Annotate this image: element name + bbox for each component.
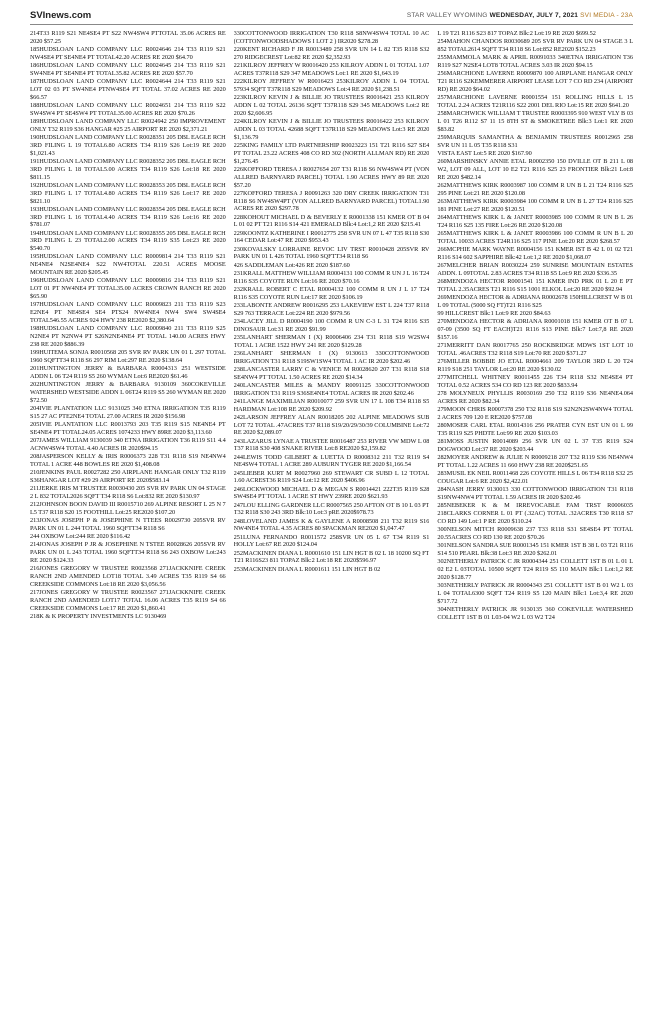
tax-listing-entry: 279MOON CHRIS R0007378 250 T32 R118 S19 S2N2N2SW4NW4 TOTAL 2 ACRES 709 120 E RE2020 $757.08 xyxy=(437,405,634,421)
tax-listing-entry: 238LANCASTER LARRY C & VENICE M R0028620 207 T31 R118 S18 SE4NW4 PT TOTAL 1.50 ACRES RE 2020 $14.34 xyxy=(233,365,430,381)
issue-date: WEDNESDAY, JULY 7, 2021 xyxy=(489,11,579,19)
tax-listing-entry: 222KILROY JEFFREY W R0016423 253KILROY ADDN L 04 TOTAL 57934 SQFT T37R118 S29 MEADOWS Lot:4 RE 2020 $1,238.51 xyxy=(233,78,430,93)
tax-listing-entry: 201HUNTINGTON JERRY & BARBARA R0004313 251 WESTSIDE ADDN L 06 T24 R119 S5 260 WYMAN Lot:6 RE2020 $61.46 xyxy=(30,365,226,380)
tax-listing-entry: 228KOHOUT MICHAEL D & BEVERLY E R0001338 151 KMER OT B 04 L 01 02 PT T21 R116 S14 421 EMERALD Blk:4 Lot:1,2 RE 2020 $215.41 xyxy=(233,213,430,229)
tax-listing-entry: 300NELSON MITCH R0009638 237 T33 R118 S31 SE4SE4 PT TOTAL 20.55ACRES CO RD 130 RE 2020 $70.26 xyxy=(437,525,634,541)
page-folio xyxy=(407,12,633,19)
tax-listing-entry: 255MAMMOLA MARK & APRIL R0091033 340ETNA IRRIGATION T36 R119 S27 N2SE4 LOT8 TOTAL ACRES 3.03 IR 2020 $94.15 xyxy=(437,54,634,69)
tax-listing-entry: 214T33 R119 S21 NE4SE4 PT S22 NW4SW4 PTTOTAL 35.06 ACRES RE 2020 $57.25 xyxy=(30,30,226,45)
tax-listing-entry: 265MATTHEWS KIRK L & JANET R0003986 100 COMM R UN B L 20 TOTAL 10033 ACRES T24R116 S25 117 PINE Lot:20 RE 2020 $268.57 xyxy=(437,229,634,245)
tax-listing-entry: 254MAHON CHANDOS R0030689 205 SVR RV PARK UN 04 STAGE 3 L 852 TOTAL2614 SQFT T34 R118 S6 Lot:852 RE2020 $152.23 xyxy=(437,38,634,53)
tax-listing-entry: 276MILLER BOBBIE JO ETAL R0004661 209 TAYLOR 3RD L 20 T24 R119 S18 251 TAYLOR Lot:20 RE 2020 $130.02 xyxy=(437,357,634,373)
tax-listing-entry: 260MARSHINSKY ANNIE ETAL R0002350 150 DVILLE OT B 211 L 08 W2, LOT 09 ALL, LOT 10 E2 T21 R116 S25 23 FRONTIER Blk:21 Lot:8 RE 2020 $482.14 xyxy=(437,158,634,181)
tax-listing-entry: 277MITCHELL WHITNEY R0011455 226 T34 R118 S32 NE4SE4 PT TOTAL 0.52 ACRES 534 CO RD 123 RE 2020 $833.94 xyxy=(437,373,634,389)
tax-listing-entry: 193HUDSLOAN LAND COMPANY LLC R0028354 205 DBL EAGLE RCH 3RD FILING L 16 TOTAL4.40 ACRES T34 R119 S26 Lot:16 RE 2020 $781.07 xyxy=(30,205,226,229)
tax-listing-entry: 197HUDSLOAN LAND COMPANY LLC R0009823 211 T33 R119 S23 E2NE4 PT NE4SE4 SE4 PTS24 NW4NE4 NW4 SW4 SW4SE4 TOTAL546.55 ACRES 924 HWY 238 RE2020 $2,380.64 xyxy=(30,301,226,325)
tax-listing-entry: 226KOFFORD TERESA J R0027654 207 T31 R118 S6 NW4SW4 PT (VON ALLRED BARNYARD PARCEL) TOTAL 1.90 ACRES HWY 89 RE 2020 $57.20 xyxy=(233,165,430,189)
tax-listing-entry: 199HUITEMA SONJA R0010568 205 SVR RV PARK UN 01 L 297 TOTAL 1960 SQFTT34 R118 S6 297 RIM Lot:297 RE 2020 $138.64 xyxy=(30,349,226,364)
tax-listing-entry: 247LOU ELLING GARDNER LLC R0007565 250 AFTON OT B 10 L 03 PT T32 R118 S30 243 3RD Blk:10 Lot:3 pRE 2020$978.73 xyxy=(233,501,430,517)
tax-listing-entry: 185HUDSLOAN LAND COMPANY LLC R0024646 214 T33 R119 S21 NW4SE4 PT SE4NE4 PT TOTAL42.20 ACRES RE 2020 $64.70 xyxy=(30,46,226,61)
tax-listing-entry: 235LANHART SHERMAN I (X) R0006406 234 T31 R118 S19 W2SW4 TOTAL 1 ACRE 1522 HWY 241 RE 2020 $129.28 xyxy=(233,333,430,349)
tax-listing-entry: 194HUDSLOAN LAND COMPANY LLC R0028355 205 DBL EAGLE RCH 3RD FILING L 23 TOTAL2.00 ACRES T34 R119 S35 Lot:23 RE 2020 $540.70 xyxy=(30,229,226,253)
tax-listing-entry: 225KING FAMILY LTD PARTNERSHIP R0023223 151 T21 R116 S27 SE4 PT TOTAL 23.22 ACRES 408 CO RD 302 (NORTH ALLMAN RD) RE 2020 $1,276.45 xyxy=(233,141,430,165)
tax-listing-entry: 216JONES GREGORY W TRUSTEE R0023568 271JACKKNIFE CREEK RANCH 2ND AMENDED LOT18 TOTAL 3.49 ACRES T35 R119 S4 66 CREEKSIDE COMMONS Lot:18 RE 2020 $3,056.56 xyxy=(30,564,226,588)
tax-listing-entry: 251LUNA FERNANDO R0011572 258SVR UN 05 L 67 T34 R119 S1 HOLLY Lot:67 RE 2020 $124.04 xyxy=(233,533,430,549)
tax-listing-entry: 227KOFFORD TERESA J R0091263 320 DRY CREEK IRRIGATION T31 R118 S6 NW4SW4PT (VON ALLRED BARNYARD PARCEL) TOTAL1.90 ACRES RE 2020 $297.78 xyxy=(233,189,430,213)
tax-listing-entry: 268MENDOZA HECTOR R0001541 151 KMER IND PRK 01 L 20 E PT TOTAL 2.35ACRES T21 R116 S15 1001 ELKOL Lot:20 RE 2020 $92.94 xyxy=(437,277,634,293)
tax-listing-entry: 205IVIE PLANTATION LLC R0013793 203 T35 R119 S15 NE4NE4 PT SE4NE4 PT TOTAL24.05 ACRES 1074233 HWY 89RE 2020 $3,113.60 xyxy=(30,420,226,436)
tax-listing-entry: 282MOYER ANDREW & JULIE N R0009218 207 T32 R119 S36 NE4NW4 PT TOTAL 1.22 ACRES 11 660 HWY 238 RE 2020$251.65 xyxy=(437,453,634,469)
tax-listing-entry: 192HUDSLOAN LAND COMPANY LLC R0028353 205 DBL EAGLE RCH 3RD FILING L 17 TOTAL4.80 ACRES T34 R119 S26 Lot:17 RE 2020 $821.10 xyxy=(30,181,226,205)
column-2 xyxy=(234,30,430,1010)
tax-listing-entry: 304NETHERLY PATRICK JR 9130135 360 COKEVILLE WATERSHED COLLETT 1ST B 01 L03-04 W2 L 03 W2 T24 xyxy=(437,605,634,621)
tax-listing-entry: L 19 T21 R116 S23 817 TOPAZ Blk:2 Lot:19 RE 2020 $699.52 xyxy=(437,30,596,37)
tax-listing-entry: 189HUDSLOAN LAND COMPANY LLC R0024942 250 IMPROVEMENT ONLY T32 R119 S36 HANGAR #25 25 AIRPORT RE 2020 $2,371.21 xyxy=(30,117,226,133)
tax-listing-entry: 190HUDSLOAN LAND COMPANY LLC R0028351 205 DBL EAGLE RCH 3RD FILING L 19 TOTAL6.80 ACRES T34 R119 S26 Lot:19 RE 2020 $1,021.43 xyxy=(30,133,226,157)
tax-listing-entry: 303NETHERLY PATRICK JR R0004343 251 COLLETT 1ST B 01 W2 L 03 L 04 TOTAL6300 SQFT T24 R119 S5 120 MAIN Blk:1 Lot:3,4 RE 2020 $717.72 xyxy=(437,581,634,605)
tax-listing-entry: VISTA EAST Lot:5 RE 2020 $167.90 xyxy=(437,149,532,157)
tax-listing-entry: 234LACEY JILL D R0004190 100 COMM R UN C-3 L 31 T24 R116 S35 DINOSAUR Lot:31 RE 2020 $91.99 xyxy=(233,317,430,333)
tax-listing-entry: 221KILROY JEFFREY W R0016420 253 KILROY ADDN L 01 TOTAL 1.07 ACRES T37R118 S29 347 MEADOWS Lot:1 RE 2020 $1,643.19 xyxy=(233,62,430,77)
tax-listing-entry: 301NELSON SANDRA SUE R0001345 151 KMER 1ST B 38 L 03 T21 R116 S14 510 PEARL Blk:38 Lot:3 RE 2020 $262.01 xyxy=(437,541,634,557)
tax-listing-entry: 280MOSER CARL ETAL R0014316 256 PRATER CYN EST UN 01 L 99 T35 R119 S25 PHDTE Lot:99 RE 2020 $103.03 xyxy=(437,421,634,437)
tax-listing-entry: 259MARQUIS SAMANTHA & BENJAMIN TRUSTEES R0012965 258 SVR UN 11 L 05 T35 R118 S31 xyxy=(437,133,634,149)
tax-listing-entry: 243LAZARUS LYNAE A TRUSTEE R0016487 253 RIVER VW MDW L 08 T37 R118 S30 408 SNAKE RIVER Lot:8 RE2020 $2,159.82 xyxy=(233,437,430,453)
tax-listing-entry: 269MENDOZA HECTOR & ADRIANA R0002678 150HILLCREST W B 01 L 09 TOTAL (5000 SQ FT)T21 R116 S25 xyxy=(437,293,634,309)
tax-listing-entry: 195HUDSLOAN LAND COMPANY LLC R0009814 214 T33 R119 S21 NE4NE4 N2SE4NE4 S22 NW4TOTAL 220.51 ACRES MOOSE MOUNTAIN RE 2020 $205.45 xyxy=(30,253,226,277)
legal-notice-columns xyxy=(30,30,633,1010)
tax-listing-entry: 198HUDSLOAN LAND COMPANY LLC R0009840 211 T33 R119 S25 N2NE4 PT N2NW4 PT S26N2NE4NE4 PT TOTAL 140.00 ACRES HWY 238 RE 2020 $886.39 xyxy=(30,325,226,348)
tax-listing-entry: 210JENKINS PAUL R0027282 250 AIRPLANE HANGAR ONLY T32 R119 S36HANGAR LOT #29 29 AIRPORT RE 2020$583.14 xyxy=(30,468,226,484)
tax-listing-entry: 229KOONTZ KATHERINE I R0012775 258 SVR UN 07 L 47 T35 R118 S30 164 CEDAR Lot:47 RE 2020 $953.43 xyxy=(233,229,430,245)
tax-listing-entry: 244LEWIS TODD GILBERT & LUETTA D R0008312 211 T32 R119 S4 NE4SW4 TOTAL 1 ACRE 289 AUBURN TYGER RE 2020 $1,166.54 xyxy=(233,453,430,469)
tax-listing-entry: 196HUDSLOAN LAND COMPANY LLC R0009816 214 T33 R119 S21 LOT 01 PT NW4NE4 PT TOTAL35.00 ACRES CROWN RANCH RE 2020 $65.90 xyxy=(30,277,226,301)
tax-listing-entry: 271MERRITT DAN R0017765 250 ROCKBRIDGE MDWS 1ST LOT 10 TOTAL .46ACRES T32 R118 S19 Lot:70 RE 2020 $371.27 xyxy=(437,341,634,357)
tax-listing-entry: 224KILROY KEVIN J & BILLIE JO TRUSTEES R0016422 253 KILROY ADDN L 03 TOTAL 42688 SQFT T37R118 S29 MEADOWS Lot:3 RE 2020 $1,136.79 xyxy=(233,117,430,141)
tax-listing-entry: 244 OXBOW Lot:244 RE 2020 $116.42 xyxy=(30,532,131,540)
column-1 xyxy=(30,30,226,1010)
column-3 xyxy=(437,30,633,1010)
tax-listing-entry: 283MUSIL EK NEIL R0011468 226 COYOTE HILLS L 06 T34 R118 S32 25 COUGAR Lot:6 RE 2020 $2,422.01 xyxy=(437,469,634,485)
tax-listing-entry: 217JONES GREGORY W TRUSTEE R0023567 271JACKKNIFE CREEK RANCH 2ND AMENDED LOT17 TOTAL 16.06 ACRES T35 R119 S4 66 CREEKSIDE COMMONS Lot:17 RE 2020 $1,860.41 xyxy=(30,588,226,612)
tax-listing-entry: 252MACKINEN DIANA L R0001610 151 LIN HGT B 02 L 18 10200 SQ FT T21 R116S23 811 TOPAZ Blk:2 Lot:18 RE 2020$596.97 xyxy=(233,549,430,565)
tax-listing-entry: 253MACKINEN DIANA L R0001611 151 LIN HGT B 02 xyxy=(233,565,381,573)
tax-listing-entry: 208JASPERSON KELLY & IRIS R0006373 228 T31 R118 S19 NE4NW4 TOTAL 1 ACRE 448 BOWLES RE 2020 $1,408.08 xyxy=(30,452,226,468)
tax-listing-entry: 204IVIE PLANTATION LLC 9131025 340 ETNA IRRIGATION T35 R119 S15 27 AC PTE2NE4 TOTAL 27.00 ACRES IR 2020 $156.98 xyxy=(30,404,226,420)
tax-listing-entry: 218K & K PROPERTY INVESTMENTS LC 9130469 xyxy=(30,612,167,620)
tax-listing-entry: 223KILROY KEVIN J & BILLIE JO TRUSTEES R0016421 253 KILROY ADDN L 02 TOTAL 26136 SQFT T37R118 S29 345 MEADOWS Lot:2 RE 2020 $2,606.95 xyxy=(233,94,430,117)
tax-listing-entry: 257MARCHIONE LAVERNE R0001554 151 ROLLING HILLS L 15 TOTAL 2.24 ACRES T21R116 S22 2001 DEL RIO Lot:15 RE 2020 $641.20 xyxy=(437,94,634,109)
tax-listing-entry: 99 HILLCREST Blk:1 Lot:9 RE 2020 $84.63 xyxy=(437,309,551,317)
tax-listing-entry: 264MATTHEWS KIRK L & JANET R0003985 100 COMM R UN B L 26 T24 R116 S25 135 FIRE Lot:26 RE 2020 $120.08 xyxy=(437,213,634,229)
tax-listing-entry: 270MENDOZA HECTOR & ADRIANA R0001018 151 KMER OT B 07 L 07-09 (3500 SQ FT EACH)T21 R116 S13 PINE Blk:7 Lot:7,8 RE 2020 $157.16 xyxy=(437,318,634,341)
tax-listing-entry: 266MCPHIE MARK WAYNE R0004156 151 KMER IST B 42 L 01 02 T21 R116 S14 602 SAPPHIRE Blk:42 Lot:1,2 RE 2020 $1,068.07 xyxy=(437,245,634,261)
tax-listing-entry: 263MATTHEWS KIRK R0003984 100 COMM R UN B L 27 T24 R116 S25 181 PINE Lot:27 RE 2020 $120.51 xyxy=(437,197,634,213)
site-name: SVInews.com xyxy=(30,9,92,21)
tax-listing-entry: 213JONAS JOSEPH P & JOSEPHINE N TTEES R0029730 205SVR RV PARK UN 01 L 244 TOTAL 1960 SQFTT34 R118 S6 xyxy=(30,516,226,532)
tax-listing-entry: 281MOSS JUSTIN R0014089 256 SVR UN 02 L 37 T35 R119 S24 DOGWOOD Lot:37 RE 2020 $203.44 xyxy=(437,437,634,453)
tax-listing-entry: 214JONAS JOSEPH P JR & JOSEPHINE N TSTEE R0028626 205SVR RV PARK UN 01 L 243 TOTAL 1960 SQFTT34 R118 S6 243 OXBOW Lot:243 RE 2020 $124.33 xyxy=(30,541,226,564)
tax-listing-entry: 245LIEBER KURT M R0027960 269 STEWART CR SUBD L 12 TOTAL 1.60 ACREST36 R119 S24 Lot:12 RE 2020 $406.96 xyxy=(233,469,430,485)
tax-listing-entry: 233LABONTE ANDREW R0016295 253 LAKEVIEW EST L 224 T37 R118 S29 763 TERRACE Lot:224 RE 2020 $979.56 xyxy=(233,301,430,317)
tax-listing-entry: 232KRALL ROBERT C ETAL R0004132 100 COMM R UN J L 17 T24 R116 S35 COYOTE RUN Lot:17 RE 2020 $106.19 xyxy=(233,285,430,301)
tax-listing-entry: 262MATTHEWS KIRK R0003987 100 COMM R UN B L 21 T24 R116 S25 295 PINE Lot:21 RE 2020 $120.08 xyxy=(437,181,634,197)
tax-listing-entry: 211JERKE IRIS M TRUSTEE R0030430 205 SVR RV PARK UN 04 STAGE 2 L 832 TOTAL2026 SQFT T34 R118 S6 Lot:832 RE 2020 $130.97 xyxy=(30,484,226,500)
tax-listing-entry: 285NEBEKER K & M IRREVOCABLE FAM TRST R0006035 218CLARKS CORNER L 01 PT (.32AC) TOTAL .32ACRES T30 R118 S7 CO RD 149 Lot:1 P RE 2020 $110.24 xyxy=(437,501,634,525)
tax-listing-entry: 212JOHNSON BOON DAVID III R0015710 269 ALPINE RESORT L 25 N 7 L5 T37 R118 S20 15 FOOTHILL Lot:25 RE2020 $107.20 xyxy=(30,500,226,516)
tax-listing-entry: 202HUNTINGTON JERRY & BARBARA 9130109 360COKEVILLE WATERSHED WESTSIDE ADDN L 06T24 R119 S5 260 WYMAN RE 2020 $72.50 xyxy=(30,381,226,404)
paper-name: STAR VALLEY WYOMING xyxy=(406,11,488,19)
tax-listing-entry: 188HUDSLOAN LAND COMPANY LLC R0024651 214 T33 R119 S22 SW4SW4 PT SE4SW4 PT TOTAL35.00 ACRES RE 2020 $70.26 xyxy=(30,101,226,117)
tax-listing-entry: 191HUDSLOAN LAND COMPANY LLC R0028352 205 DBL EAGLE RCH 3RD FILING L 18 TOTAL5.00 ACRES T34 R119 S26 Lot:18 RE 2020 $811.15 xyxy=(30,157,226,181)
tax-listing-entry: 220KENT RICHARD F JR R0013489 258 SVR UN 14 L 82 T35 R118 S32 270 RIDGECREST Lot:82 RE 2020 $2,352.93 xyxy=(233,46,430,61)
tax-listing-entry: 187HUDSLOAN LAND COMPANY LLC R0024644 214 T33 R119 S21 LOT 02 03 PT SW4NE4 PTNW4SE4 PT TOTAL 37.02 ACRES RE 2020 $66.57 xyxy=(30,78,226,101)
tax-listing-entry: 230KOVALSKY LORRAINE REVOC LIV TRST R0010428 205SVR RV PARK UN 01 L 426 TOTAL 1960 SQFTT34 R118 S6 xyxy=(233,245,430,261)
tax-listing-entry: 207JAMES WILLIAM 9130039 340 ETNA IRRIGATION T36 R119 S11 4.4 ACNW4SW4 TOTAL 4.40 ACRES IR 2020$94.15 xyxy=(30,436,226,452)
tax-listing-entry: 330COTTONWOOD IRRIGATION T30 R118 S8NW4SW4 TOTAL 10 AC (COTTONWOODSHADOWS I LOT 2 ) IR2020 $278.28 xyxy=(233,30,430,45)
tax-listing-entry: 278 MOLYNEUX PHYLLIS R0030169 250 T32 R119 S36 NE4NE4.064 ACRES RE 2020 $82.34 xyxy=(437,389,634,405)
tax-listing-entry: 426 SADDLEMAN Lot:426 RE 2020 $187.60 xyxy=(233,261,350,269)
tax-listing-entry: 241LANGE MAXIMILIAN R0010077 259 SVR UN 17 L 108 T34 R118 S5 HARDMAN Lot:108 RE 2020 $209.92 xyxy=(233,397,430,413)
tax-listing-entry: 256MARCHIONE LAVERNE R0009870 100 AIRPLANE HANGAR ONLY T21 R116 S2KEMMERER AIRPORT LEASE LOT 7 CO RD 234 (AIRPORT RD) RE 2020 $64.02 xyxy=(437,70,634,93)
tax-listing-entry: 302NETHERLY PATRICK C JR R0004344 251 COLLETT 1ST B 01 L 01 L 02 E2 L 03TOTAL 10500 SQFT T24 R119 S5 110 MAIN Blk:1 Lot:1,2 RE 2020 $128.77 xyxy=(437,557,634,581)
page-label: SVI MEDIA - 23A xyxy=(580,11,633,19)
tax-listing-entry: 284NASH JERRY 9130013 330 COTTONWOOD IRRIGATION T31 R118 S19NW4NW4 PT TOTAL 1.59 ACRES IR 2020 $202.46 xyxy=(437,485,634,501)
tax-listing-entry: 258MARCHWICK WILLIAM T TRUSTEE R0003395 910 WEST VLY B 03 L 01 T26 R112 S7 11 15 8TH ST & SMOKETREE Blk:3 Lot:1 RE 2020 $83.82 xyxy=(437,110,634,133)
tax-listing-entry: 236LANHART SHERMAN I (X) 9130613 330COTTONWOOD IRRIGATION T31 R118 S19SW1SW4 TOTAL 1 AC IR 2020 $202.46 xyxy=(233,349,430,365)
page-header xyxy=(30,8,633,25)
tax-listing-entry: 246LOCKWOOD MICHAEL D & MEGAN S R0014421 222T35 R119 S28 SW4SE4 PT TOTAL 1 ACRE ST HWY 239RE 2020 $621.93 xyxy=(233,485,430,501)
tax-listing-entry: 267MELCHER BRIAN R0030224 259 SUNRISE MOUNTAIN ESTATES ADDN. L 09TOTAL 2.83 ACRES T34 R118 S5 Lot:9 RE 2020 $336.35 xyxy=(437,261,634,277)
tax-listing-entry: 242LARSON JEFFREY ALAN R0018205 202 ALPINE MEADOWS SUB LOT 72 TOTAL .47ACRES T37 R118 S19/20/29/30/39 COLUMBINE Lot:72 RE 2020 $2,089.07 xyxy=(233,413,430,437)
tax-listing-entry: 248LOVELAND JAMES K & GAYLENE A R0008508 211 T32 R119 S16 NW4NE4 TOTAL 4.35 ACRES 80 SPACKMAN RE2020 $1,047.47 xyxy=(233,517,430,533)
tax-listing-entry: 186HUDSLOAN LAND COMPANY LLC R0024645 214 T33 R119 S21 SW4NE4 PT SE4NE4 PT TOTAL35.82 ACRES RE 2020 $57.70 xyxy=(30,62,226,77)
tax-listing-entry: 240LANCASTER MILES & MANDY R0091125 330COTTONWOOD IRRIGATION T31 R119 S36SE4NE4 TOTAL ACRES IR 2020 $202.46 xyxy=(233,381,430,397)
tax-listing-entry: 231KRALL MATTHEW WILLIAM R0004131 100 COMM R UN J L 16 T24 R116 S35 COYOTE RUN Lot:16 RE 2020 $70.16 xyxy=(233,269,430,285)
